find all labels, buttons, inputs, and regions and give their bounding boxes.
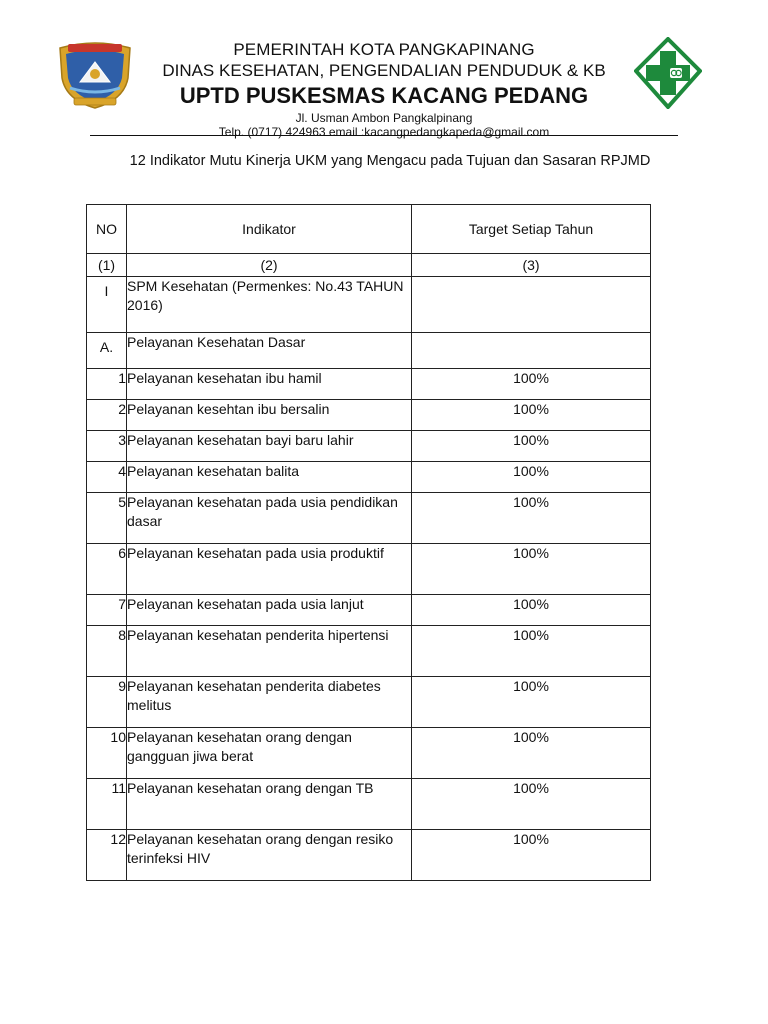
row-target: 100% <box>412 595 651 626</box>
table-row <box>87 544 651 595</box>
table-row <box>87 677 651 728</box>
row-target: 100% <box>412 677 651 728</box>
document-title: 12 Indikator Mutu Kinerja UKM yang Mengacu pada Tujuan dan Sasaran RPJMD <box>129 153 651 169</box>
row-no: 8 <box>87 626 127 677</box>
table-row <box>87 626 651 677</box>
header-indicator: Indikator <box>127 205 412 254</box>
row-target: 100% <box>412 544 651 595</box>
row-no: 5 <box>87 493 127 544</box>
table-row <box>87 728 651 779</box>
row-no: 12 <box>87 830 127 881</box>
row-no: 11 <box>87 779 127 830</box>
table-row <box>87 400 651 431</box>
row-target: 100% <box>412 779 651 830</box>
header-no: NO <box>87 205 127 254</box>
subsection-target <box>412 333 651 369</box>
row-indicator: Pelayanan kesehatan pada usia lanjut <box>127 595 412 626</box>
row-indicator: Pelayanan kesehatan orang dengan resiko terinfeksi HIV <box>127 830 412 881</box>
row-target: 100% <box>412 830 651 881</box>
section-indicator: SPM Kesehatan (Permenkes: No.43 TAHUN 2016) <box>127 277 412 333</box>
contact-line: Telp. (0717) 424963 email :kacangpedangkapeda@gmail.com <box>218 125 550 139</box>
institution-name: UPTD PUSKESMAS KACANG PEDANG <box>179 83 589 108</box>
section-target <box>412 277 651 333</box>
row-target: 100% <box>412 493 651 544</box>
row-indicator: Pelayanan kesehtan ibu bersalin <box>127 400 412 431</box>
row-indicator: Pelayanan kesehatan pada usia pendidikan dasar <box>127 493 412 544</box>
row-no: 4 <box>87 462 127 493</box>
colnum-indicator: (2) <box>127 254 412 277</box>
department-name: DINAS KESEHATAN, PENGENDALIAN PENDUDUK & KB <box>162 61 606 80</box>
city-emblem-icon <box>54 38 136 110</box>
table-row <box>87 462 651 493</box>
row-no: 3 <box>87 431 127 462</box>
table-row <box>87 595 651 626</box>
table-row <box>87 830 651 881</box>
subsection-indicator: Pelayanan Kesehatan Dasar <box>127 333 412 369</box>
table-header-row <box>87 205 651 254</box>
row-no: 1 <box>87 369 127 400</box>
section-row <box>87 277 651 333</box>
row-indicator: Pelayanan kesehatan pada usia produktif <box>127 544 412 595</box>
row-target: 100% <box>412 431 651 462</box>
row-no: 2 <box>87 400 127 431</box>
header-divider <box>90 135 678 136</box>
subsection-row <box>87 333 651 369</box>
puskesmas-cross-icon <box>634 37 702 109</box>
row-no: 6 <box>87 544 127 595</box>
row-target: 100% <box>412 728 651 779</box>
colnum-no: (1) <box>87 254 127 277</box>
row-indicator: Pelayanan kesehatan bayi baru lahir <box>127 431 412 462</box>
indicator-table <box>86 204 651 881</box>
column-number-row <box>87 254 651 277</box>
table-row <box>87 369 651 400</box>
row-indicator: Pelayanan kesehatan ibu hamil <box>127 369 412 400</box>
row-indicator: Pelayanan kesehatan penderita diabetes melitus <box>127 677 412 728</box>
address-line: Jl. Usman Ambon Pangkalpinang <box>295 111 473 125</box>
row-target: 100% <box>412 626 651 677</box>
subsection-no: A. <box>87 333 127 369</box>
row-no: 9 <box>87 677 127 728</box>
row-indicator: Pelayanan kesehatan penderita hipertensi <box>127 626 412 677</box>
letterhead <box>140 40 628 139</box>
row-indicator: Pelayanan kesehatan orang dengan gangguan jiwa berat <box>127 728 412 779</box>
table-row <box>87 431 651 462</box>
government-name: PEMERINTAH KOTA PANGKAPINANG <box>233 40 535 59</box>
section-no: I <box>87 277 127 333</box>
row-target: 100% <box>412 462 651 493</box>
colnum-target: (3) <box>412 254 651 277</box>
row-indicator: Pelayanan kesehatan orang dengan TB <box>127 779 412 830</box>
row-target: 100% <box>412 369 651 400</box>
row-indicator: Pelayanan kesehatan balita <box>127 462 412 493</box>
table-row <box>87 493 651 544</box>
row-no: 7 <box>87 595 127 626</box>
table-row <box>87 779 651 830</box>
row-no: 10 <box>87 728 127 779</box>
header-target: Target Setiap Tahun <box>412 205 651 254</box>
row-target: 100% <box>412 400 651 431</box>
